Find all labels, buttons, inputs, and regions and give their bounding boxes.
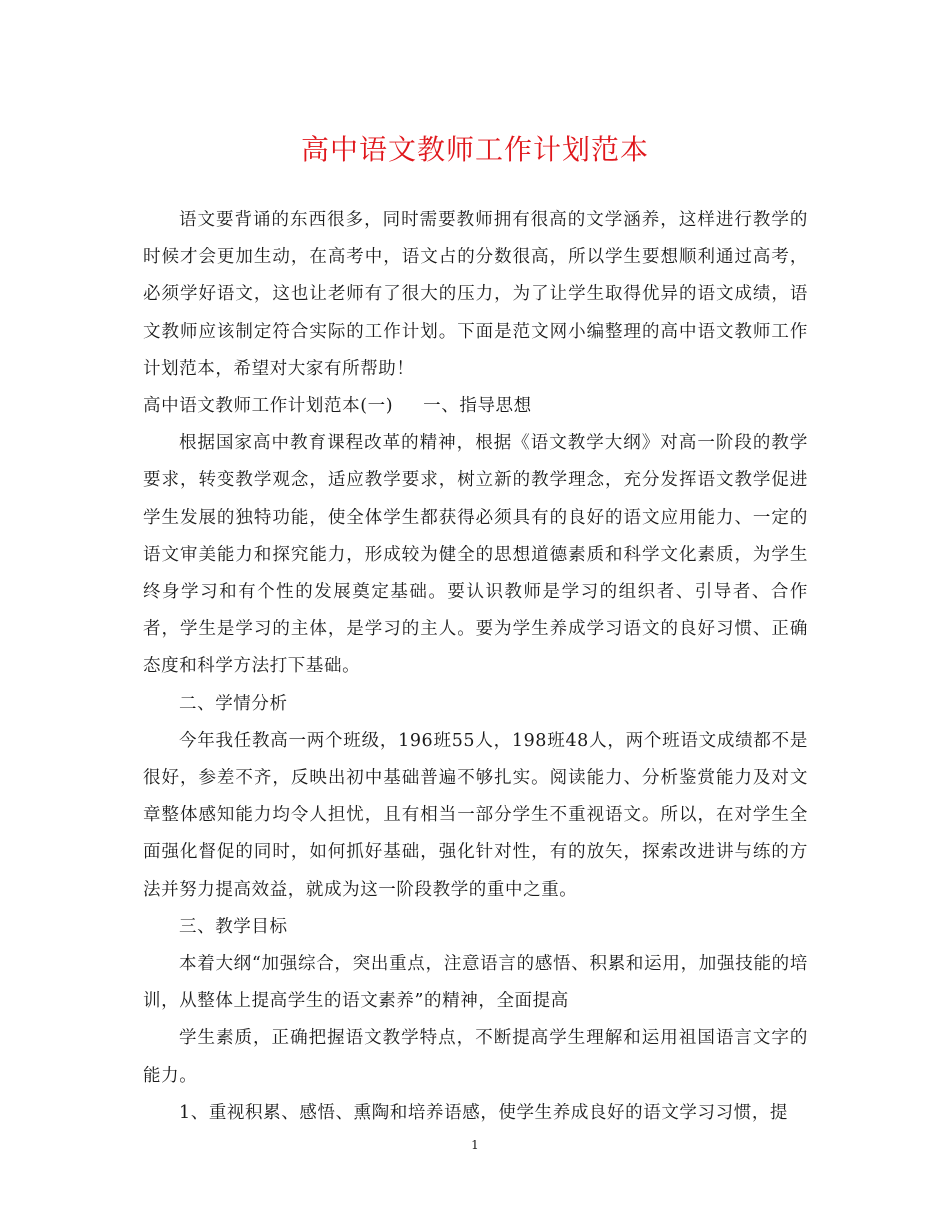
paragraph-student-analysis: 今年我任教高一两个班级，196班55人，198班48人，两个班语文成绩都不是很好，参差不齐，反映出初中基础普遍不够扎实。阅读能力、分析鉴赏能力及对文章整体感知能力均令人担忧，且有相当一部分学生不重视语文。所以，在对学生全面强化督促的同时，如何抓好基础，强化针对性，有的放矢，探索改进讲与练的方法并努力提高效益，就成为这一阶段教学的重中之重。	[143, 730, 808, 900]
document-body	[143, 202, 808, 1132]
list-item-1: 1、重视积累、感悟、熏陶和培养语感，使学生养成良好的语文学习习惯，提	[179, 1102, 789, 1123]
page-number: 1	[471, 1138, 479, 1152]
section-title: 高中语文教师工作计划范本(一)	[143, 396, 394, 417]
heading-teaching-goals: 三、教学目标	[179, 916, 288, 937]
heading-guiding-ideology: 一、指导思想	[423, 396, 532, 417]
intro-paragraph: 语文要背诵的东西很多，同时需要教师拥有很高的文学涵养，这样进行教学的时候才会更加生动，在高考中，语文占的分数很高，所以学生要想顺利通过高考，必须学好语文，这也让老师有了很大的压力，为了让学生取得优异的语文成绩，语文教师应该制定符合实际的工作计划。下面是范文网小编整理的高中语文教师工作计划范本，希望对大家有所帮助！	[143, 210, 808, 379]
section-heading-line	[143, 388, 808, 425]
heading-student-analysis: 二、学情分析	[179, 693, 288, 714]
paragraph-guiding-ideology: 根据国家高中教育课程改革的精神，根据《语文教学大纲》对高一阶段的教学要求，转变教学观念，适应教学要求，树立新的教学理念，充分发挥语文教学促进学生发展的独特功能，使全体学生都获得必须具有的良好的语文应用能力、一定的语文审美能力和探究能力，形成较为健全的思想道德素质和科学文化素质，为学生终身学习和有个性的发展奠定基础。要认识教师是学习的组织者、引导者、合作者，学生是学习的主体，是学习的主人。要为学生养成学习语文的良好习惯、正确态度和科学方法打下基础。	[143, 433, 808, 677]
paragraph-teaching-goals-a: 本着大纲“加强综合，突出重点，注意语言的感悟、积累和运用，加强技能的培训，从整体上提高学生的语文素养”的精神，全面提高	[143, 954, 808, 1012]
document-title: 高中语文教师工作计划范本	[300, 133, 649, 166]
paragraph-teaching-goals-b: 学生素质，正确把握语文教学特点，不断提高学生理解和运用祖国语言文字的能力。	[143, 1028, 808, 1086]
